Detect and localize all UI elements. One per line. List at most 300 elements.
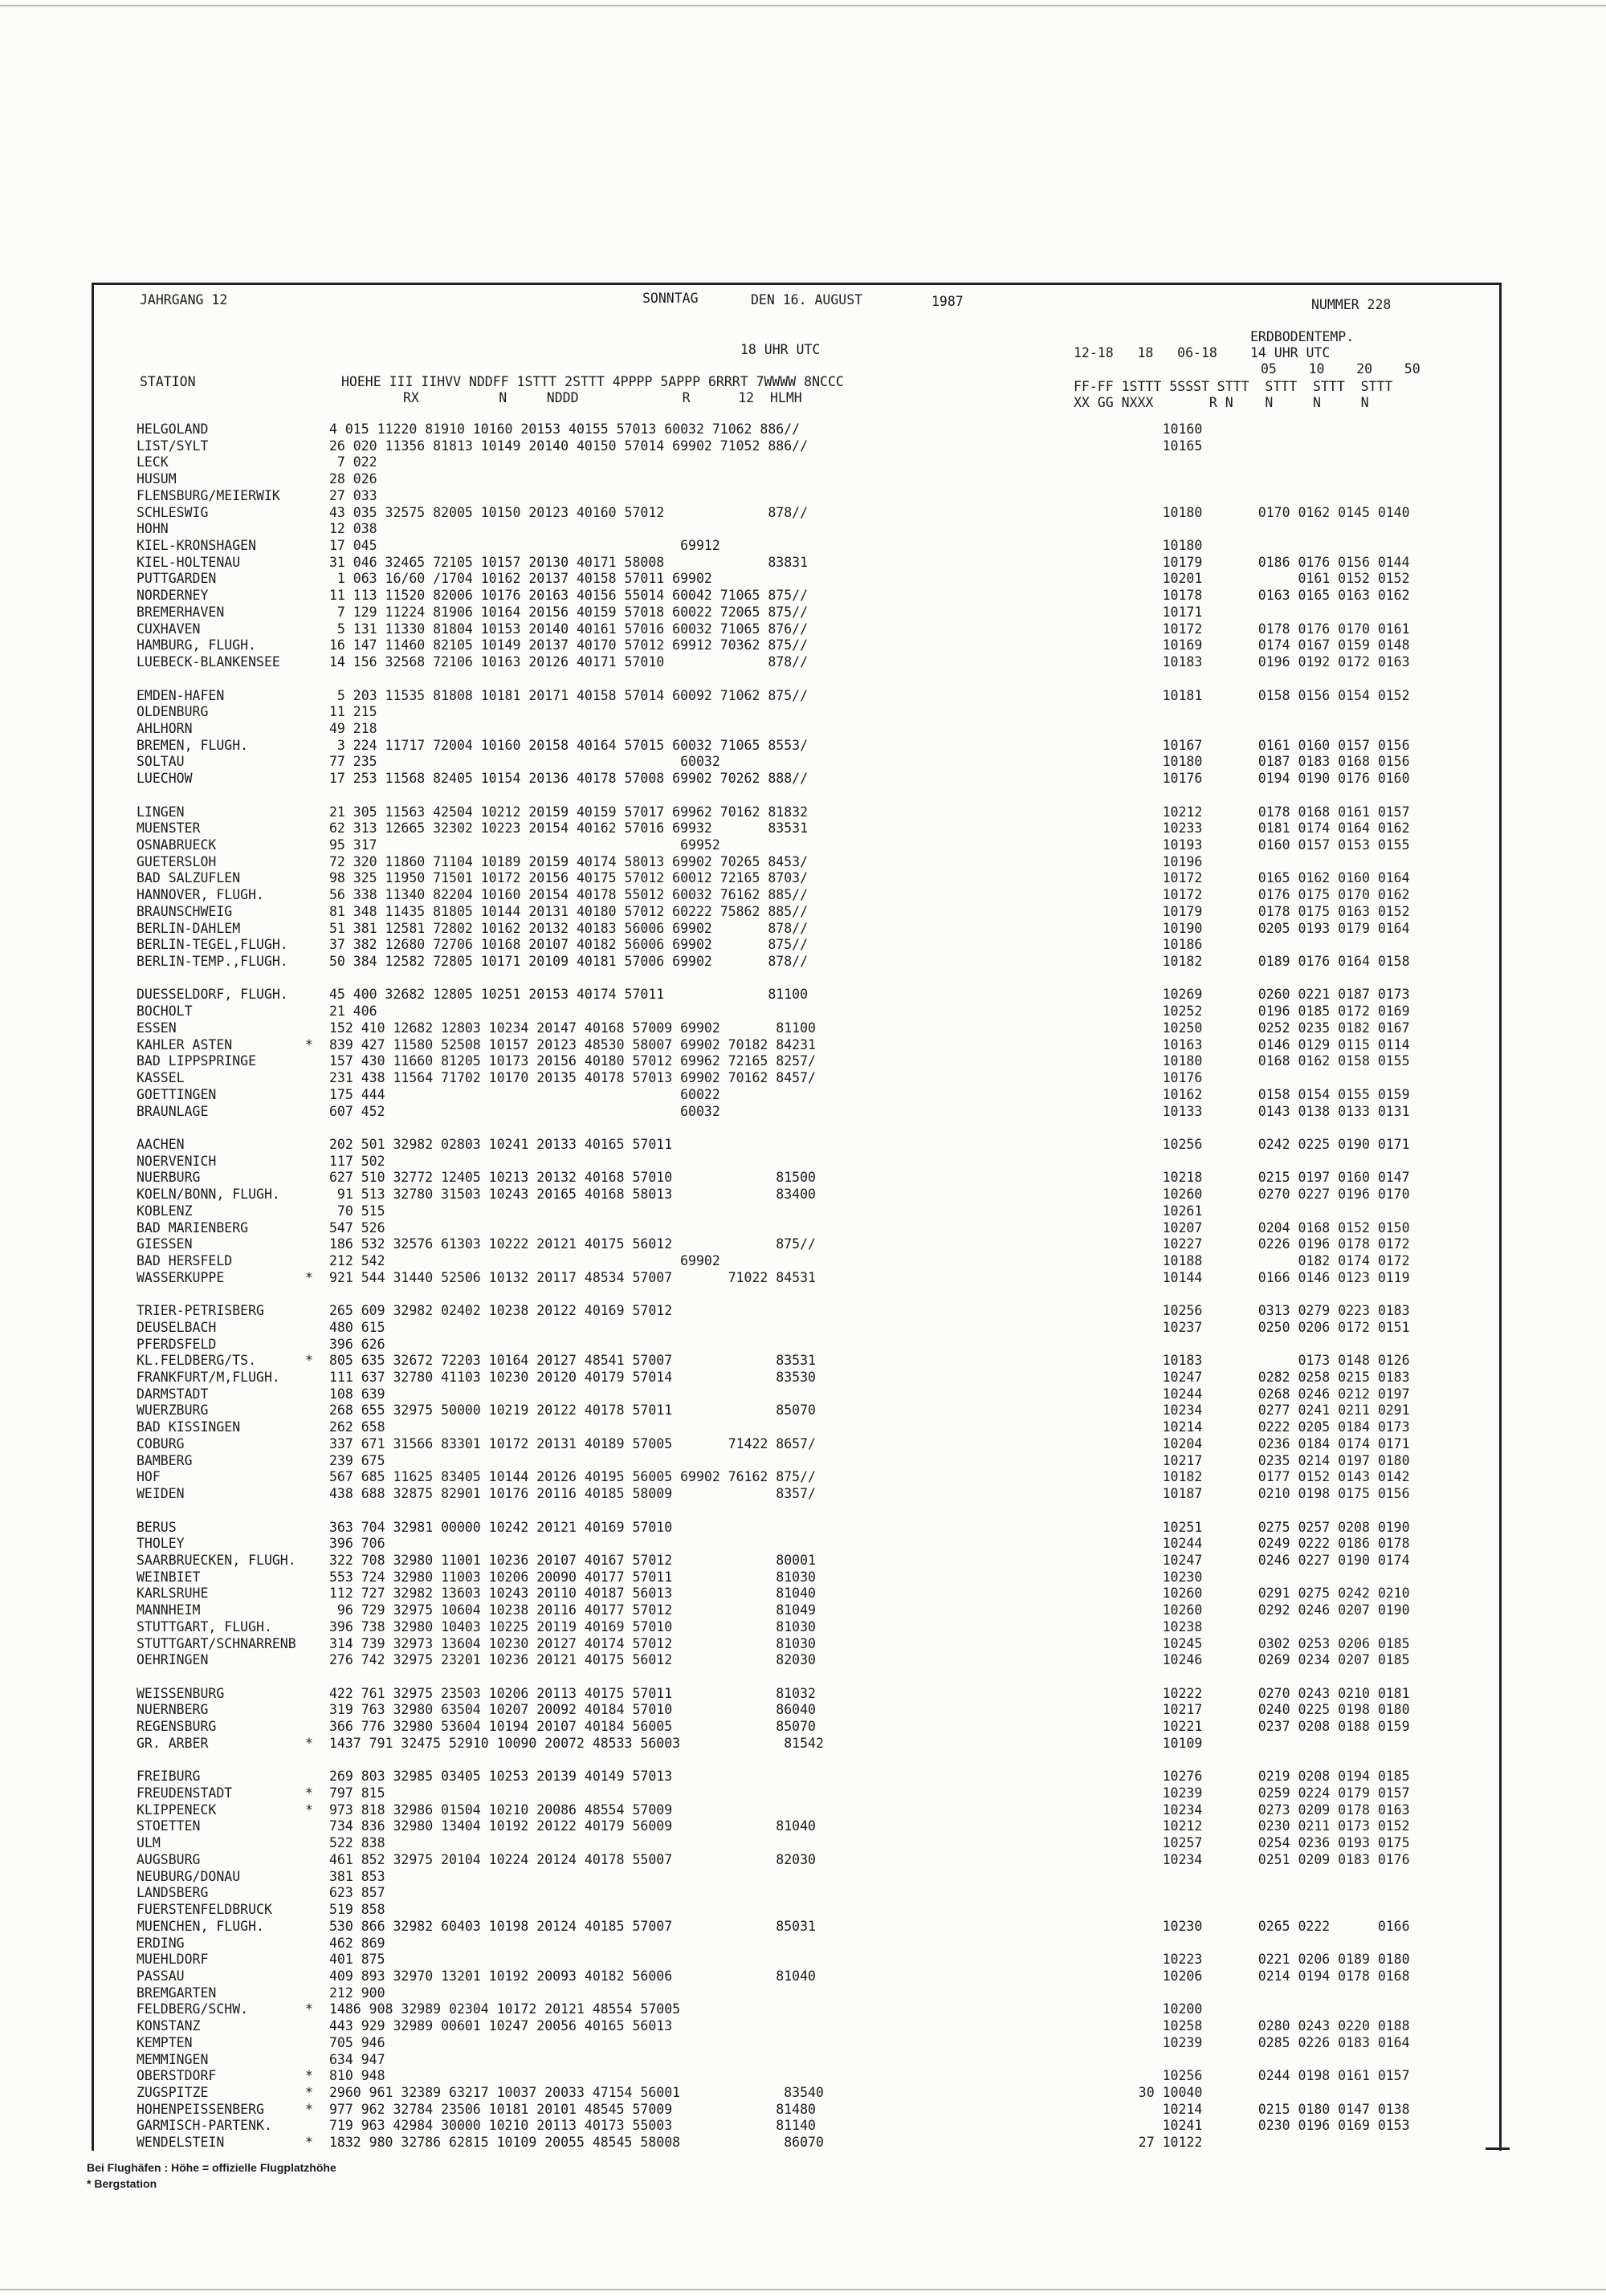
ground-temp-data: 10207 0204 0168 0152 0150	[1115, 1219, 1410, 1236]
synop-data: 77 235 60032	[329, 754, 720, 770]
station-name: PUTTGARDEN	[137, 571, 217, 587]
ground-temp-data: 10257 0254 0236 0193 0175	[1115, 1835, 1410, 1851]
ground-temp-data: 10214 0222 0205 0184 0173	[1115, 1419, 1410, 1435]
ground-temp-data: 10247 0282 0258 0215 0183	[1115, 1370, 1410, 1386]
synop-data: 4 015 11220 81910 10160 20153 40155 57013 60032 71062 886//	[329, 421, 801, 437]
ground-temp-data: 10269 0260 0221 0187 0173	[1115, 987, 1410, 1003]
synop-data: 401 875	[329, 1952, 385, 1968]
station-name: GR. ARBER	[137, 1735, 209, 1751]
station-name: NUERBURG	[137, 1170, 201, 1186]
station-name: BERLIN-TEGEL,FLUGH.	[137, 937, 288, 953]
synop-data: 634 947	[329, 2051, 385, 2067]
synop-data: 96 729 32975 10604 10238 20116 40177 57012 81049	[329, 1602, 816, 1618]
station-name: BRAUNLAGE	[137, 1103, 209, 1119]
station-name: AUGSBURG	[137, 1851, 201, 1867]
ground-temp-data: 10246 0269 0234 0207 0185	[1115, 1652, 1410, 1668]
station-header: STATION	[140, 374, 196, 389]
synop-data: 810 948	[329, 2068, 385, 2084]
station-name: TRIER-PETRISBERG	[137, 1303, 264, 1319]
ground-temp-data: 10244 0249 0222 0186 0178	[1115, 1536, 1410, 1552]
synop-data: 396 626	[329, 1336, 385, 1352]
synop-data: 443 929 32989 00601 10247 20056 40165 56013	[329, 2018, 673, 2034]
station-name: MUEHLDORF	[137, 1952, 209, 1968]
ground-temp-data: 10241 0230 0196 0169 0153	[1115, 2118, 1410, 2134]
station-name: KIEL-HOLTENAU	[137, 554, 241, 570]
station-name: BREMGARTEN	[137, 1985, 217, 2001]
station-name: BAD MARIENBERG	[137, 1219, 249, 1236]
station-name: KONSTANZ	[137, 2018, 201, 2034]
synop-data: 839 427 11580 52508 10157 20123 48530 58007 69902 70182 84231	[329, 1036, 816, 1052]
synop-data: 43 035 32575 82005 10150 20123 40160 57012 878//	[329, 504, 809, 520]
mountain-mark: *	[305, 2085, 313, 2100]
footnote-mountain: * Bergstation	[87, 2177, 157, 2190]
ground-temp-data: 10276 0219 0208 0194 0185	[1115, 1769, 1410, 1785]
ground-temp-data: 10180 0187 0183 0168 0156	[1115, 754, 1410, 770]
station-name: OBERSTDORF	[137, 2068, 217, 2084]
station-name: KLIPPENECK	[137, 1801, 217, 1818]
station-name: HANNOVER, FLUGH.	[137, 887, 264, 903]
station-name: LUECHOW	[137, 771, 193, 787]
synop-data: 314 739 32973 13604 10230 20127 40174 57012 81030	[329, 1635, 816, 1651]
station-name: BAD SALZUFLEN	[137, 870, 241, 886]
ground-temp-data: 10182 0189 0176 0164 0158	[1115, 954, 1410, 970]
synop-data: 95 317 69952	[329, 837, 720, 853]
station-name: WASSERKUPPE	[137, 1269, 225, 1285]
station-name: KARLSRUHE	[137, 1586, 209, 1602]
ground-temp-data: 30 10040	[1115, 2085, 1203, 2100]
ground-temp-data: 10172 0176 0175 0170 0162	[1115, 887, 1410, 903]
station-name: OEHRINGEN	[137, 1652, 209, 1668]
ground-temp-data: 10239 0285 0226 0183 0164	[1115, 2034, 1410, 2050]
synop-data: 11 113 11520 82006 10176 20163 40156 55014 60042 71065 875//	[329, 588, 809, 604]
ground-temp-data: 10260 0292 0246 0207 0190	[1115, 1602, 1410, 1618]
ground-temp-data: 10230 0265 0222 0166	[1115, 1918, 1410, 1934]
ground-temp-data: 10183 0173 0148 0126	[1115, 1353, 1410, 1369]
synop-data: 14 156 32568 72106 10163 20126 40171 57010 878//	[329, 654, 809, 670]
mountain-mark: *	[305, 1785, 313, 1801]
synop-data: 1 063 16/60 /1704 10162 20137 40158 57011 69902	[329, 571, 712, 587]
station-name: WEIDEN	[137, 1486, 185, 1502]
synop-data: 231 438 11564 71702 10170 20135 40178 57013 69902 70162 8457/	[329, 1070, 816, 1086]
station-name: HOF	[137, 1469, 161, 1485]
synop-data: 409 893 32970 13201 10192 20093 40182 56006 81040	[329, 1968, 816, 1984]
synop-data: 797 815	[329, 1785, 385, 1801]
mountain-mark: *	[305, 2101, 313, 2117]
ground-temp-data: 10180 0170 0162 0145 0140	[1115, 504, 1410, 520]
synop-data: 81 348 11435 81805 10144 20131 40180 57012 60222 75862 885//	[329, 903, 809, 919]
ground-temp-data: 10182 0177 0152 0143 0142	[1115, 1469, 1410, 1485]
year: 1987	[931, 294, 964, 309]
station-name: HUSUM	[137, 471, 177, 487]
ground-temp-data: 10244 0268 0246 0212 0197	[1115, 1386, 1410, 1402]
station-name: WEINBIET	[137, 1569, 201, 1585]
ground-temp-data: 10260 0291 0275 0242 0210	[1115, 1586, 1410, 1602]
synop-data: 37 382 12680 72706 10168 20107 40182 56006 69902 875//	[329, 937, 809, 953]
ground-temp-data: 10200	[1115, 2001, 1203, 2017]
ground-temp-data: 10233 0181 0174 0164 0162	[1115, 820, 1410, 837]
station-name: MUENSTER	[137, 820, 201, 837]
synop-data: 21 305 11563 42504 10212 20159 40159 57017 69962 70162 81832	[329, 804, 809, 820]
ground-temp-data: 10167 0161 0160 0157 0156	[1115, 737, 1410, 753]
station-name: ZUGSPITZE	[137, 2085, 209, 2100]
ground-temp-data: 10217 0240 0225 0198 0180	[1115, 1702, 1410, 1718]
ground-temp-data: 10176	[1115, 1070, 1203, 1086]
station-name: GUETERSLOH	[137, 853, 217, 869]
synop-data: 337 671 31566 83301 10172 20131 40189 57005 71422 8657/	[329, 1435, 816, 1451]
station-name: FREIBURG	[137, 1769, 201, 1785]
synop-data: 157 430 11660 81205 10173 20156 40180 57012 69962 72165 8257/	[329, 1053, 816, 1069]
station-name: DUESSELDORF, FLUGH.	[137, 987, 288, 1003]
synop-data: 319 763 32980 63504 10207 20092 40184 57010 86040	[329, 1702, 816, 1718]
ground-temp-data: 10204 0236 0184 0174 0171	[1115, 1435, 1410, 1451]
main-header-1: HOEHE III IIHVV NDDFF 1STTT 2STTT 4PPPP 5APPP 6RRRT 7WWWW 8NCCC	[341, 374, 844, 389]
station-name: BERLIN-DAHLEM	[137, 920, 241, 936]
time-main: 18 UHR UTC	[740, 342, 821, 357]
ground-temp-data: 10162 0158 0154 0155 0159	[1115, 1086, 1410, 1102]
synop-data: 212 542 69902	[329, 1253, 720, 1268]
ground-temp-data: 10187 0210 0198 0175 0156	[1115, 1486, 1410, 1502]
station-name: CUXHAVEN	[137, 621, 201, 637]
mountain-mark: *	[305, 1036, 313, 1052]
synop-data: 422 761 32975 23503 10206 20113 40175 57011 81032	[329, 1685, 816, 1701]
station-name: GOETTINGEN	[137, 1086, 217, 1102]
synop-data: 45 400 32682 12805 10251 20153 40174 57011 81100	[329, 987, 809, 1003]
station-name: WEISSENBURG	[137, 1685, 225, 1701]
station-name: SAARBRUECKEN, FLUGH.	[137, 1552, 296, 1568]
ground-temp-data: 10181 0158 0156 0154 0152	[1115, 687, 1410, 703]
mountain-mark: *	[305, 2001, 313, 2017]
mountain-mark: *	[305, 1353, 313, 1369]
synop-data: 50 384 12582 72805 10171 20109 40181 57006 69902 878//	[329, 954, 809, 970]
station-name: KEMPTEN	[137, 2034, 193, 2050]
synop-data: 276 742 32975 23201 10236 20121 40175 56012 82030	[329, 1652, 816, 1668]
ground-temp-data: 10171	[1115, 604, 1203, 620]
nummer: NUMMER 228	[1311, 297, 1392, 312]
erd-time: 14 UHR UTC	[1250, 345, 1331, 360]
station-name: STUTTGART, FLUGH.	[137, 1618, 272, 1634]
synop-data: 16 147 11460 82105 10149 20137 40170 57012 69912 70362 875//	[329, 637, 809, 653]
synop-data: 268 655 32975 50000 10219 20122 40178 57011 85070	[329, 1402, 816, 1419]
ground-temp-data: 27 10122	[1115, 2135, 1203, 2151]
station-name: HOHN	[137, 521, 169, 537]
date: DEN 16. AUGUST	[751, 292, 863, 307]
station-name: STUTTGART/SCHNARRENB	[137, 1635, 296, 1651]
synop-data: 26 020 11356 81813 10149 20140 40150 57014 69902 71052 886//	[329, 438, 809, 454]
synop-data: 186 532 32576 61303 10222 20121 40175 56012 875//	[329, 1236, 816, 1252]
synop-data: 1832 980 32786 62815 10109 20055 48545 58008 86070	[329, 2135, 824, 2151]
station-name: NOERVENICH	[137, 1153, 217, 1169]
synop-data: 547 526	[329, 1219, 385, 1236]
station-name: FRANKFURT/M,FLUGH.	[137, 1370, 280, 1386]
synop-data: 462 869	[329, 1935, 385, 1951]
station-name: KAHLER ASTEN	[137, 1036, 233, 1052]
station-name: BERLIN-TEMP.,FLUGH.	[137, 954, 288, 970]
ground-temp-data: 10250 0252 0235 0182 0167	[1115, 1020, 1410, 1036]
ground-temp-data: 10245 0302 0253 0206 0185	[1115, 1635, 1410, 1651]
synop-data: 522 838	[329, 1835, 385, 1851]
ground-temp-data: 10193 0160 0157 0153 0155	[1115, 837, 1410, 853]
station-name: MEMMINGEN	[137, 2051, 209, 2067]
ground-temp-data: 10237 0250 0206 0172 0151	[1115, 1319, 1410, 1335]
station-name: BERUS	[137, 1519, 177, 1535]
ground-temp-data: 10218 0215 0197 0160 0147	[1115, 1170, 1410, 1186]
synop-data: 973 818 32986 01504 10210 20086 48554 57009	[329, 1801, 673, 1818]
ground-temp-data: 10256 0242 0225 0190 0171	[1115, 1136, 1410, 1152]
synop-data: 363 704 32981 00000 10242 20121 40169 57010	[329, 1519, 673, 1535]
synop-data: 117 502	[329, 1153, 385, 1169]
synop-data: 111 637 32780 41103 10230 20120 40179 57014 83530	[329, 1370, 816, 1386]
station-name: DARMSTADT	[137, 1386, 209, 1402]
synop-data: 202 501 32982 02803 10241 20133 40165 57011	[329, 1136, 673, 1152]
station-name: KASSEL	[137, 1070, 185, 1086]
station-name: FUERSTENFELDBRUCK	[137, 1902, 272, 1918]
ground-temp-data: 10109	[1115, 1735, 1203, 1751]
ground-temp-data: 10223 0221 0206 0189 0180	[1115, 1952, 1410, 1968]
synop-data: 396 738 32980 10403 10225 20119 40169 57010 81030	[329, 1618, 816, 1634]
synop-data: 1486 908 32989 02304 10172 20121 48554 57005	[329, 2001, 681, 2017]
ground-temp-data: 10227 0226 0196 0178 0172	[1115, 1236, 1410, 1252]
station-name: HELGOLAND	[137, 421, 209, 437]
ground-temp-data: 10196	[1115, 853, 1203, 869]
station-name: GARMISCH-PARTENK.	[137, 2118, 272, 2134]
day: SONNTAG	[642, 291, 699, 306]
station-name: LIST/SYLT	[137, 438, 209, 454]
ground-temp-data: 10180 0168 0162 0158 0155	[1115, 1053, 1410, 1069]
scan-edge-top	[0, 5, 1606, 6]
station-name: LECK	[137, 454, 169, 470]
synop-data: 17 045 69912	[329, 538, 720, 554]
ground-temp-data: 10179 0186 0176 0156 0144	[1115, 554, 1410, 570]
ground-temp-data: 10214 0215 0180 0147 0138	[1115, 2101, 1410, 2117]
ground-temp-data: 10183 0196 0192 0172 0163	[1115, 654, 1410, 670]
synop-data: 31 046 32465 72105 10157 20130 40171 58008 83831	[329, 554, 809, 570]
jahrgang: JAHRGANG 12	[140, 292, 228, 307]
ground-temp-data: 10201 0161 0152 0152	[1115, 571, 1410, 587]
periods: 12-18 18 06-18	[1074, 345, 1217, 360]
mountain-mark: *	[305, 2135, 313, 2151]
station-name: MANNHEIM	[137, 1602, 201, 1618]
station-name: PASSAU	[137, 1968, 185, 1984]
synop-data: 3 224 11717 72004 10160 20158 40164 57015 60032 71065 8553/	[329, 737, 809, 753]
synop-data: 262 658	[329, 1419, 385, 1435]
synop-data: 553 724 32980 11003 10206 20090 40177 57011 81030	[329, 1569, 816, 1585]
station-name: SCHLESWIG	[137, 504, 209, 520]
synop-data: 734 836 32980 13404 10192 20122 40179 56009 81040	[329, 1818, 816, 1834]
depths: 05 10 20 50	[1261, 361, 1421, 377]
synop-data: 51 381 12581 72802 10162 20132 40183 56006 69902 878//	[329, 920, 809, 936]
ground-temp-data: 10234 0277 0241 0211 0291	[1115, 1402, 1410, 1419]
station-name: LINGEN	[137, 804, 185, 820]
synop-data: 152 410 12682 12803 10234 20147 40168 57009 69902 81100	[329, 1020, 816, 1036]
synop-data: 265 609 32982 02402 10238 20122 40169 57012	[329, 1303, 673, 1319]
synop-data: 239 675	[329, 1452, 385, 1468]
station-name: ERDING	[137, 1935, 185, 1951]
synop-data: 62 313 12665 32302 10223 20154 40162 57016 69932 83531	[329, 820, 809, 837]
station-name: KIEL-KRONSHAGEN	[137, 538, 257, 554]
mountain-mark: *	[305, 2068, 313, 2084]
ground-temp-data: 10172 0178 0176 0170 0161	[1115, 621, 1410, 637]
synop-data: 607 452 60032	[329, 1103, 720, 1119]
station-name: BAMBERG	[137, 1452, 193, 1468]
station-name: ESSEN	[137, 1020, 177, 1036]
station-name: AACHEN	[137, 1136, 185, 1152]
synop-data: 12 038	[329, 521, 377, 537]
station-name: ULM	[137, 1835, 161, 1851]
station-name: COBURG	[137, 1435, 185, 1451]
mountain-mark: *	[305, 1801, 313, 1818]
synop-data: 212 900	[329, 1985, 385, 2001]
right-header-2: XX GG NXXX R N N N N	[1074, 395, 1369, 410]
ground-temp-data: 10230	[1115, 1569, 1203, 1585]
footnote-airports: Bei Flughäfen : Höhe = offizielle Flugplatzhöhe	[87, 2161, 336, 2174]
synop-data: 396 706	[329, 1536, 385, 1552]
frame-corner	[1486, 2147, 1510, 2150]
ground-temp-data: 10188 0182 0174 0172	[1115, 1253, 1410, 1268]
ground-temp-data: 10180	[1115, 538, 1203, 554]
station-name: PFERDSFELD	[137, 1336, 217, 1352]
synop-data: 17 253 11568 82405 10154 20136 40178 57008 69902 70262 888//	[329, 771, 809, 787]
synop-data: 112 727 32982 13603 10243 20110 40187 56013 81040	[329, 1586, 816, 1602]
ground-temp-data: 10172 0165 0162 0160 0164	[1115, 870, 1410, 886]
synop-data: 269 803 32985 03405 10253 20139 40149 57013	[329, 1769, 673, 1785]
station-name: FELDBERG/SCHW.	[137, 2001, 249, 2017]
station-name: THOLEY	[137, 1536, 185, 1552]
station-name: FLENSBURG/MEIERWIK	[137, 487, 280, 503]
synop-data: 91 513 32780 31503 10243 20165 40168 58013 83400	[329, 1187, 816, 1203]
ground-temp-data: 10247 0246 0227 0190 0174	[1115, 1552, 1410, 1568]
ground-temp-data: 10234 0251 0209 0183 0176	[1115, 1851, 1410, 1867]
ground-temp-data: 10256 0313 0279 0223 0183	[1115, 1303, 1410, 1319]
station-name: EMDEN-HAFEN	[137, 687, 225, 703]
station-name: BRAUNSCHWEIG	[137, 903, 233, 919]
station-name: OLDENBURG	[137, 704, 209, 720]
station-name: FREUDENSTADT	[137, 1785, 233, 1801]
main-header-2: RX N NDDD R 12 HLMH	[403, 390, 802, 405]
synop-data: 21 406	[329, 1003, 377, 1020]
station-name: SOLTAU	[137, 754, 185, 770]
station-name: BAD LIPPSPRINGE	[137, 1053, 257, 1069]
synop-data: 567 685 11625 83405 10144 20126 40195 56005 69902 76162 875//	[329, 1469, 816, 1485]
ground-temp-data: 10169 0174 0167 0159 0148	[1115, 637, 1410, 653]
station-name: MUENCHEN, FLUGH.	[137, 1918, 264, 1934]
synop-data: 530 866 32982 60403 10198 20124 40185 57007 85031	[329, 1918, 816, 1934]
synop-data: 108 639	[329, 1386, 385, 1402]
station-name: HAMBURG, FLUGH.	[137, 637, 257, 653]
synop-data: 1437 791 32475 52910 10090 20072 48533 56003 81542	[329, 1735, 824, 1751]
ground-temp-data: 10163 0146 0129 0115 0114	[1115, 1036, 1410, 1052]
ground-temp-data: 10217 0235 0214 0197 0180	[1115, 1452, 1410, 1468]
synop-data: 27 033	[329, 487, 377, 503]
synop-data: 438 688 32875 82901 10176 20116 40185 58009 8357/	[329, 1486, 816, 1502]
ground-temp-data: 10133 0143 0138 0133 0131	[1115, 1103, 1410, 1119]
synop-data: 56 338 11340 82204 10160 20154 40178 55012 60032 76162 885//	[329, 887, 809, 903]
synop-data: 805 635 32672 72203 10164 20127 48541 57007 83531	[329, 1353, 816, 1369]
synop-data: 2960 961 32389 63217 10037 20033 47154 56001 83540	[329, 2085, 824, 2100]
station-name: HOHENPEISSENBERG	[137, 2101, 264, 2117]
ground-temp-data: 10190 0205 0193 0179 0164	[1115, 920, 1410, 936]
mountain-mark: *	[305, 1269, 313, 1285]
ground-temp-data: 10251 0275 0257 0208 0190	[1115, 1519, 1410, 1535]
synop-data: 5 131 11330 81804 10153 20140 40161 57016 60032 71065 876//	[329, 621, 809, 637]
ground-temp-data: 10165	[1115, 438, 1203, 454]
ground-temp-data: 10178 0163 0165 0163 0162	[1115, 588, 1410, 604]
erdboden-title: ERDBODENTEMP.	[1250, 329, 1355, 344]
ground-temp-data: 10256 0244 0198 0161 0157	[1115, 2068, 1410, 2084]
ground-temp-data: 10186	[1115, 937, 1203, 953]
station-name: AHLHORN	[137, 720, 193, 736]
synop-data: 381 853	[329, 1868, 385, 1884]
synop-data: 98 325 11950 71501 10172 20156 40175 57012 60012 72165 8703/	[329, 870, 809, 886]
synop-data: 7 022	[329, 454, 377, 470]
synop-data: 480 615	[329, 1319, 385, 1335]
synop-data: 366 776 32980 53604 10194 20107 40184 56005 85070	[329, 1719, 816, 1735]
synop-data: 322 708 32980 11001 10236 20107 40167 57012 80001	[329, 1552, 816, 1568]
ground-temp-data: 10144 0166 0146 0123 0119	[1115, 1269, 1410, 1285]
ground-temp-data: 10206 0214 0194 0178 0168	[1115, 1968, 1410, 1984]
synop-data: 719 963 42984 30000 10210 20113 40173 55003 81140	[329, 2118, 816, 2134]
synop-data: 72 320 11860 71104 10189 20159 40174 58013 69902 70265 8453/	[329, 853, 809, 869]
synop-data: 11 215	[329, 704, 377, 720]
station-name: GIESSEN	[137, 1236, 193, 1252]
station-name: BREMEN, FLUGH.	[137, 737, 249, 753]
mountain-mark: *	[305, 1735, 313, 1751]
station-name: KOELN/BONN, FLUGH.	[137, 1187, 280, 1203]
ground-temp-data: 10258 0280 0243 0220 0188	[1115, 2018, 1410, 2034]
ground-temp-data: 10260 0270 0227 0196 0170	[1115, 1187, 1410, 1203]
station-name: REGENSBURG	[137, 1719, 217, 1735]
station-name: WUERZBURG	[137, 1402, 209, 1419]
ground-temp-data: 10179 0178 0175 0163 0152	[1115, 903, 1410, 919]
station-name: LUEBECK-BLANKENSEE	[137, 654, 280, 670]
synop-data: 623 857	[329, 1885, 385, 1901]
ground-temp-data: 10239 0259 0224 0179 0157	[1115, 1785, 1410, 1801]
ground-temp-data: 10238	[1115, 1618, 1203, 1634]
synop-data: 70 515	[329, 1203, 385, 1219]
station-name: WENDELSTEIN	[137, 2135, 225, 2151]
ground-temp-data: 10222 0270 0243 0210 0181	[1115, 1685, 1410, 1701]
station-name: KOBLENZ	[137, 1203, 193, 1219]
synop-data: 519 858	[329, 1902, 385, 1918]
right-header-1: FF-FF 1STTT 5SSST STTT STTT STTT STTT	[1074, 379, 1393, 394]
synop-data: 627 510 32772 12405 10213 20132 40168 57010 81500	[329, 1170, 816, 1186]
station-name: NEUBURG/DONAU	[137, 1868, 241, 1884]
synop-data: 461 852 32975 20104 10224 20124 40178 55007 82030	[329, 1851, 816, 1867]
station-name: BOCHOLT	[137, 1003, 193, 1020]
station-name: BREMERHAVEN	[137, 604, 225, 620]
synop-data: 28 026	[329, 471, 377, 487]
ground-temp-data: 10221 0237 0208 0188 0159	[1115, 1719, 1410, 1735]
station-name: BAD HERSFELD	[137, 1253, 233, 1268]
ground-temp-data: 10234 0273 0209 0178 0163	[1115, 1801, 1410, 1818]
scan-edge-bottom	[0, 2289, 1606, 2290]
station-name: LANDSBERG	[137, 1885, 209, 1901]
synop-data: 5 203 11535 81808 10181 20171 40158 57014 60092 71062 875//	[329, 687, 809, 703]
ground-temp-data: 10252 0196 0185 0172 0169	[1115, 1003, 1410, 1020]
station-name: KL.FELDBERG/TS.	[137, 1353, 257, 1369]
station-name: OSNABRUECK	[137, 837, 217, 853]
ground-temp-data: 10160	[1115, 421, 1203, 437]
synop-data: 921 544 31440 52506 10132 20117 48534 57007 71022 84531	[329, 1269, 816, 1285]
station-name: DEUSELBACH	[137, 1319, 217, 1335]
synop-data: 175 444 60022	[329, 1086, 720, 1102]
ground-temp-data: 10212 0178 0168 0161 0157	[1115, 804, 1410, 820]
synop-data: 705 946	[329, 2034, 385, 2050]
synop-data: 977 962 32784 23506 10181 20101 48545 57009 81480	[329, 2101, 816, 2117]
synop-data: 7 129 11224 81906 10164 20156 40159 57018 60022 72065 875//	[329, 604, 809, 620]
synop-data: 49 218	[329, 720, 377, 736]
station-name: NUERNBERG	[137, 1702, 209, 1718]
ground-temp-data: 10176 0194 0190 0176 0160	[1115, 771, 1410, 787]
